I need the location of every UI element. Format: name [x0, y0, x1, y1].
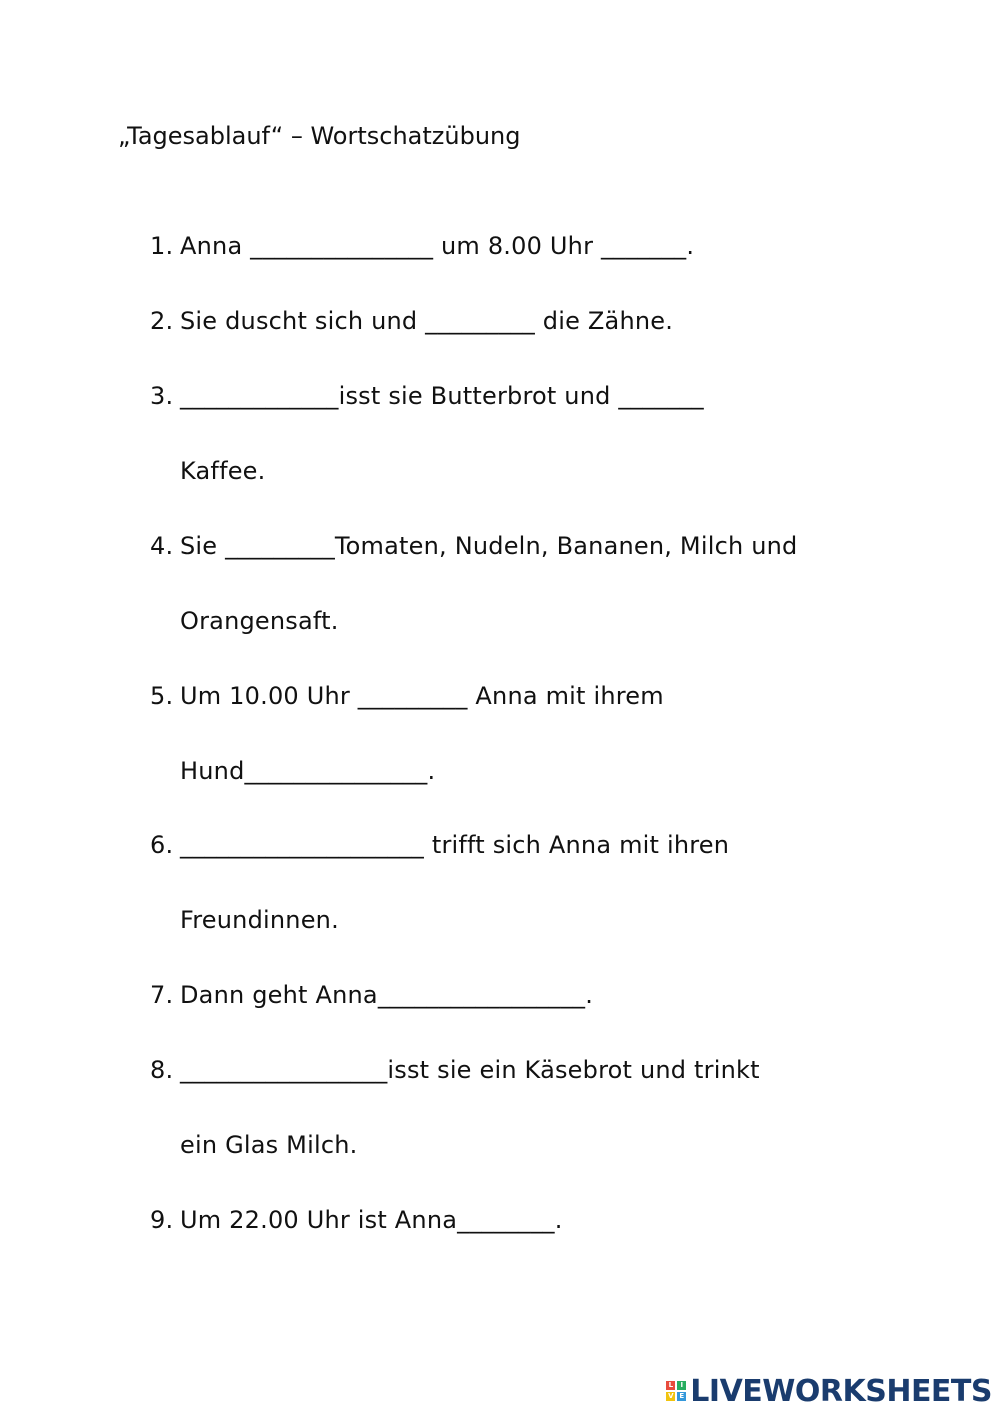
item-text: Um 22.00 Uhr ist Anna________.: [180, 1206, 563, 1234]
item-text: Anna _______________ um 8.00 Uhr _______.: [180, 232, 695, 260]
item-text: Sie _________Tomaten, Nudeln, Bananen, Milch und: [180, 532, 798, 560]
brand-name: LIVEWORKSHEETS: [690, 1373, 992, 1409]
exercise-item-2: [0, 307, 1000, 339]
exercise-item-5: [0, 682, 1000, 714]
item-number: 5.: [150, 682, 174, 710]
item-text-continued: ein Glas Milch.: [180, 1131, 358, 1159]
exercise-item-8: [0, 1056, 1000, 1088]
item-text: Dann geht Anna_________________.: [180, 981, 594, 1009]
item-number: 3.: [150, 382, 174, 410]
worksheet-title: „Tagesablauf“ – Wortschatzübung: [118, 122, 521, 150]
item-text: Sie duscht sich und _________ die Zähne.: [180, 307, 674, 335]
item-text: _____________isst sie Butterbrot und _______: [180, 382, 704, 410]
liveworksheets-logo: [666, 1373, 992, 1409]
item-number: 8.: [150, 1056, 174, 1084]
exercise-item-6-continuation: [0, 906, 1000, 938]
exercise-item-5-continuation: [0, 757, 1000, 789]
exercise-item-6: [0, 831, 1000, 863]
logo-icon: [666, 1381, 686, 1401]
exercise-item-7: [0, 981, 1000, 1013]
exercise-item-3: [0, 382, 1000, 414]
exercise-item-1: [0, 232, 1000, 264]
item-number: 9.: [150, 1206, 174, 1234]
item-text-continued: Hund_______________.: [180, 757, 436, 785]
item-number: 2.: [150, 307, 174, 335]
item-number: 1.: [150, 232, 174, 260]
logo-letter-i: I: [677, 1381, 686, 1390]
item-text-continued: Kaffee.: [180, 457, 266, 485]
item-number: 4.: [150, 532, 174, 560]
exercise-item-4: [0, 532, 1000, 564]
logo-letter-e: E: [677, 1392, 686, 1401]
item-text: Um 10.00 Uhr _________ Anna mit ihrem: [180, 682, 664, 710]
item-text-continued: Orangensaft.: [180, 607, 339, 635]
logo-letter-l: L: [666, 1381, 675, 1390]
exercise-item-8-continuation: [0, 1131, 1000, 1163]
item-number: 7.: [150, 981, 174, 1009]
exercise-item-9: [0, 1206, 1000, 1238]
item-number: 6.: [150, 831, 174, 859]
item-text-continued: Freundinnen.: [180, 906, 339, 934]
item-text: _________________isst sie ein Käsebrot und trinkt: [180, 1056, 760, 1084]
exercise-item-3-continuation: [0, 457, 1000, 489]
exercise-item-4-continuation: [0, 607, 1000, 639]
item-text: ____________________ trifft sich Anna mit ihren: [180, 831, 730, 859]
logo-letter-v: V: [668, 1392, 674, 1400]
